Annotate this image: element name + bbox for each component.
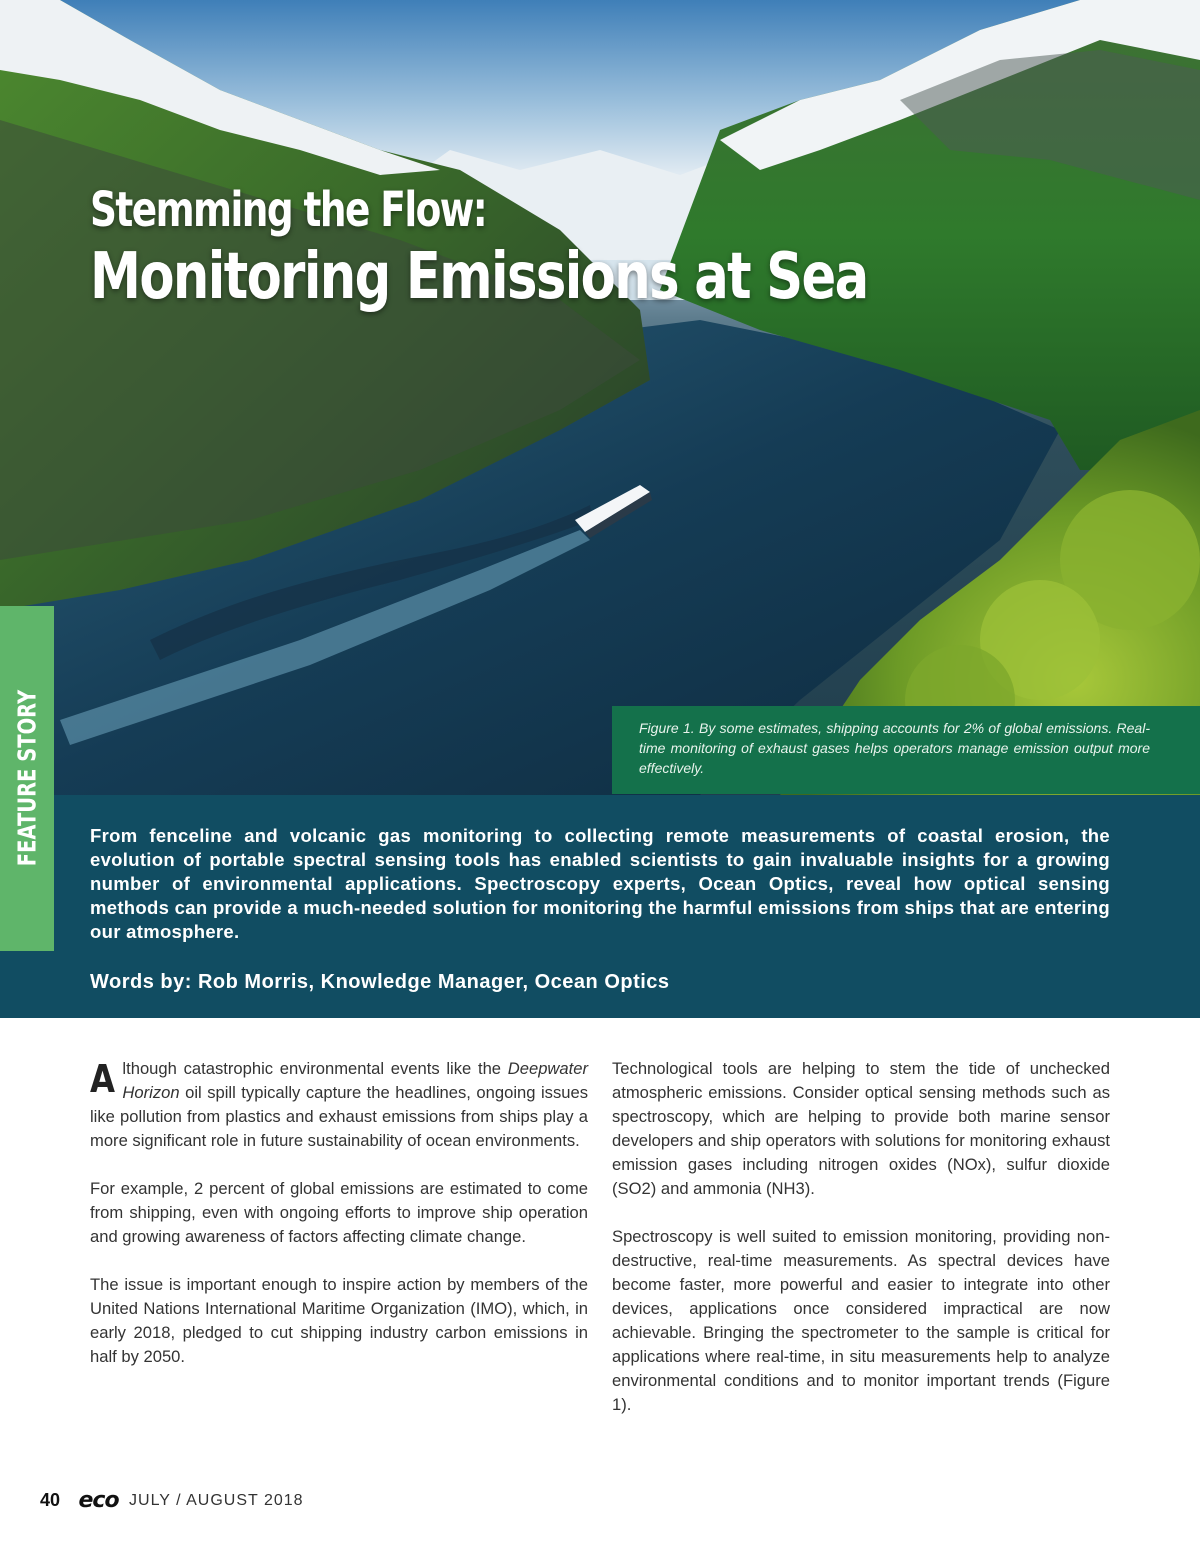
page-number: 40: [40, 1490, 61, 1510]
byline: Words by: Rob Morris, Knowledge Manager, Ocean Optics: [90, 971, 670, 993]
standfirst-text: From fenceline and volcanic gas monitoring to collecting remote measurements of coastal erosion, the evolution of portable spectral sensing tools has enabled scientists to gain invaluable insights for a growing number of environmental applications. Spectroscopy experts, Ocean Optics, reveal how optical sensing methods can provide a much-needed solution for monitoring the harmful emissions from ships that are entering our atmosphere.: [90, 825, 1110, 942]
body-paragraph: The issue is important enough to inspire action by members of the United Nations International Maritime Organization (IMO), which, in early 2018, pledged to cut shipping industry carbon emissions in half by 2050.: [90, 1275, 588, 1366]
intro-band: [0, 795, 1200, 1018]
drop-cap: A: [90, 1057, 116, 1101]
paragraph-italic-text: Deepwater Horizon: [122, 1059, 588, 1102]
section-tab-label: FEATURE STORY: [12, 689, 42, 867]
body-paragraph: For example, 2 percent of global emissions are estimated to come from shipping, even with ongoing efforts to improve ship operation and growing awareness of factors affecting climate change.: [90, 1179, 588, 1246]
body-column-left: [90, 1057, 588, 1393]
body-paragraph: [90, 1057, 588, 1153]
headline-line-2: Monitoring Emissions at Sea: [90, 240, 868, 314]
body-paragraph: Spectroscopy is well suited to emission monitoring, providing non-destructive, real-time measurements. As spectral devices have become faster, more powerful and easier to integrate into other devices, applications once considered impractical are now achievable. Bringing the spectrometer to the sample is critical for applications where real-time, in situ measurements help to analyze environmental conditions and to monitor important trends (Figure 1).: [612, 1227, 1110, 1414]
paragraph-text: lthough catastrophic environmental events like the: [122, 1059, 508, 1078]
magazine-logo: eco: [78, 1488, 119, 1513]
issue-date: JULY / AUGUST 2018: [129, 1491, 304, 1509]
section-tab: [0, 606, 54, 951]
body-column-right: [612, 1057, 1110, 1441]
paragraph-text: oil spill typically capture the headlines, ongoing issues like pollution from plastics and exhaust emissions from ships play a more significant role in future sustainability of ocean environments.: [90, 1083, 588, 1150]
page-footer: [40, 1488, 304, 1512]
headline-line-1: Stemming the Flow:: [90, 182, 487, 238]
figure-caption: Figure 1. By some estimates, shipping accounts for 2% of global emissions. Real-time monitoring of exhaust gases helps operators manage emission output more effectively.: [612, 706, 1200, 794]
body-paragraph: Technological tools are helping to stem the tide of unchecked atmospheric emissions. Consider optical sensing methods such as spectroscopy, which are helping to provide both marine sensor developers and ship operators with solutions for monitoring exhaust emission gases including nitrogen oxides (NOx), sulfur dioxide (SO2) and ammonia (NH3).: [612, 1059, 1110, 1198]
